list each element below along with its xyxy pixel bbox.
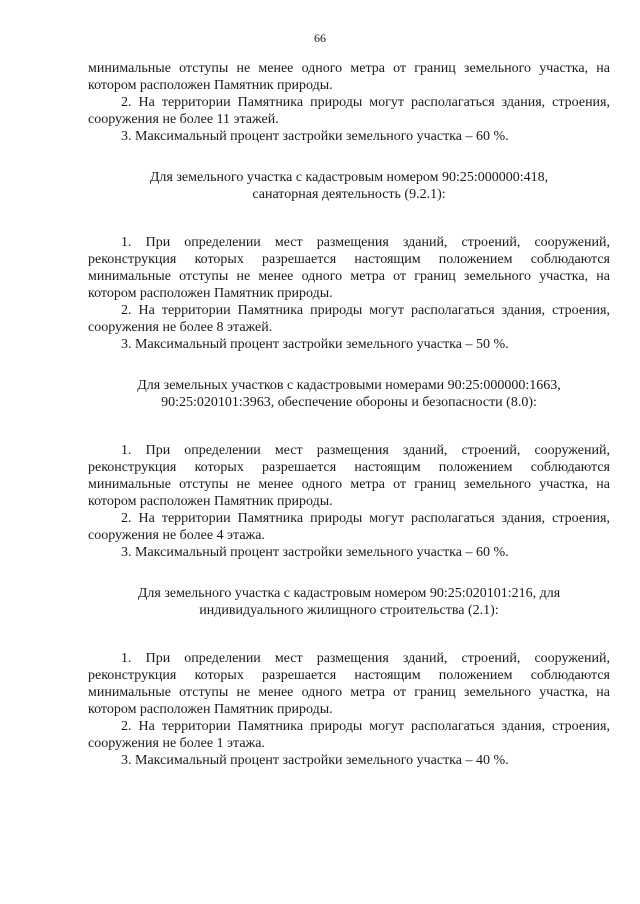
section-heading-1-line1: Для земельного участка с кадастровым номером 90:25:000000:418,	[149, 170, 549, 185]
section-heading-1-line2: санаторная деятельность (9.2.1):	[252, 187, 446, 202]
section-1-item-1: 1. При определении мест размещения зданий, строений, сооружений, реконструкция которых разрешается настоящим положением соблюдаются минимальные отступы не менее одного метра от границ земельного участка, на котором расположен Памятник природы.	[88, 235, 610, 301]
section-heading-3-line1: Для земельного участка с кадастровым номером 90:25:020101:216, для	[137, 586, 561, 601]
section-2-item-1: 1. При определении мест размещения зданий, строений, сооружений, реконструкция которых разрешается настоящим положением соблюдаются минимальные отступы не менее одного метра от границ земельного участка, на котором расположен Памятник природы.	[88, 443, 610, 509]
section-1-item-3: 3. Максимальный процент застройки земельного участка – 50 %.	[121, 337, 509, 352]
section-heading-2-line2: 90:25:020101:3963, обеспечение обороны и безопасности (8.0):	[161, 395, 537, 410]
section-2-item-3: 3. Максимальный процент застройки земельного участка – 60 %.	[121, 545, 509, 560]
section-2-item-2: 2. На территории Памятника природы могут располагаться здания, строения, сооружения не более 4 этажа.	[88, 511, 610, 543]
paragraph-item-2: 2. На территории Памятника природы могут располагаться здания, строения, сооружения не более 11 этажей.	[88, 95, 610, 127]
section-3-item-1: 1. При определении мест размещения зданий, строений, сооружений, реконструкция которых разрешается настоящим положением соблюдаются минимальные отступы не менее одного метра от границ земельного участка, на котором расположен Памятник природы.	[88, 651, 610, 717]
document-body	[88, 60, 610, 769]
paragraph-item-3: 3. Максимальный процент застройки земельного участка – 60 %.	[121, 129, 509, 144]
section-heading-3	[88, 585, 610, 619]
section-1-item-2: 2. На территории Памятника природы могут располагаться здания, строения, сооружения не более 8 этажей.	[88, 303, 610, 335]
section-heading-2	[88, 377, 610, 411]
section-3-item-3: 3. Максимальный процент застройки земельного участка – 40 %.	[121, 753, 509, 768]
section-heading-3-line2: индивидуального жилищного строительства (2.1):	[199, 603, 499, 618]
section-heading-1	[88, 169, 610, 203]
section-heading-2-line1: Для земельных участков с кадастровыми номерами 90:25:000000:1663,	[137, 378, 561, 393]
section-3-item-2: 2. На территории Памятника природы могут располагаться здания, строения, сооружения не более 1 этажа.	[88, 719, 610, 751]
paragraph-continuation: минимальные отступы не менее одного метра от границ земельного участка, на котором расположен Памятник природы.	[88, 61, 610, 93]
page-number: 66	[314, 31, 326, 45]
